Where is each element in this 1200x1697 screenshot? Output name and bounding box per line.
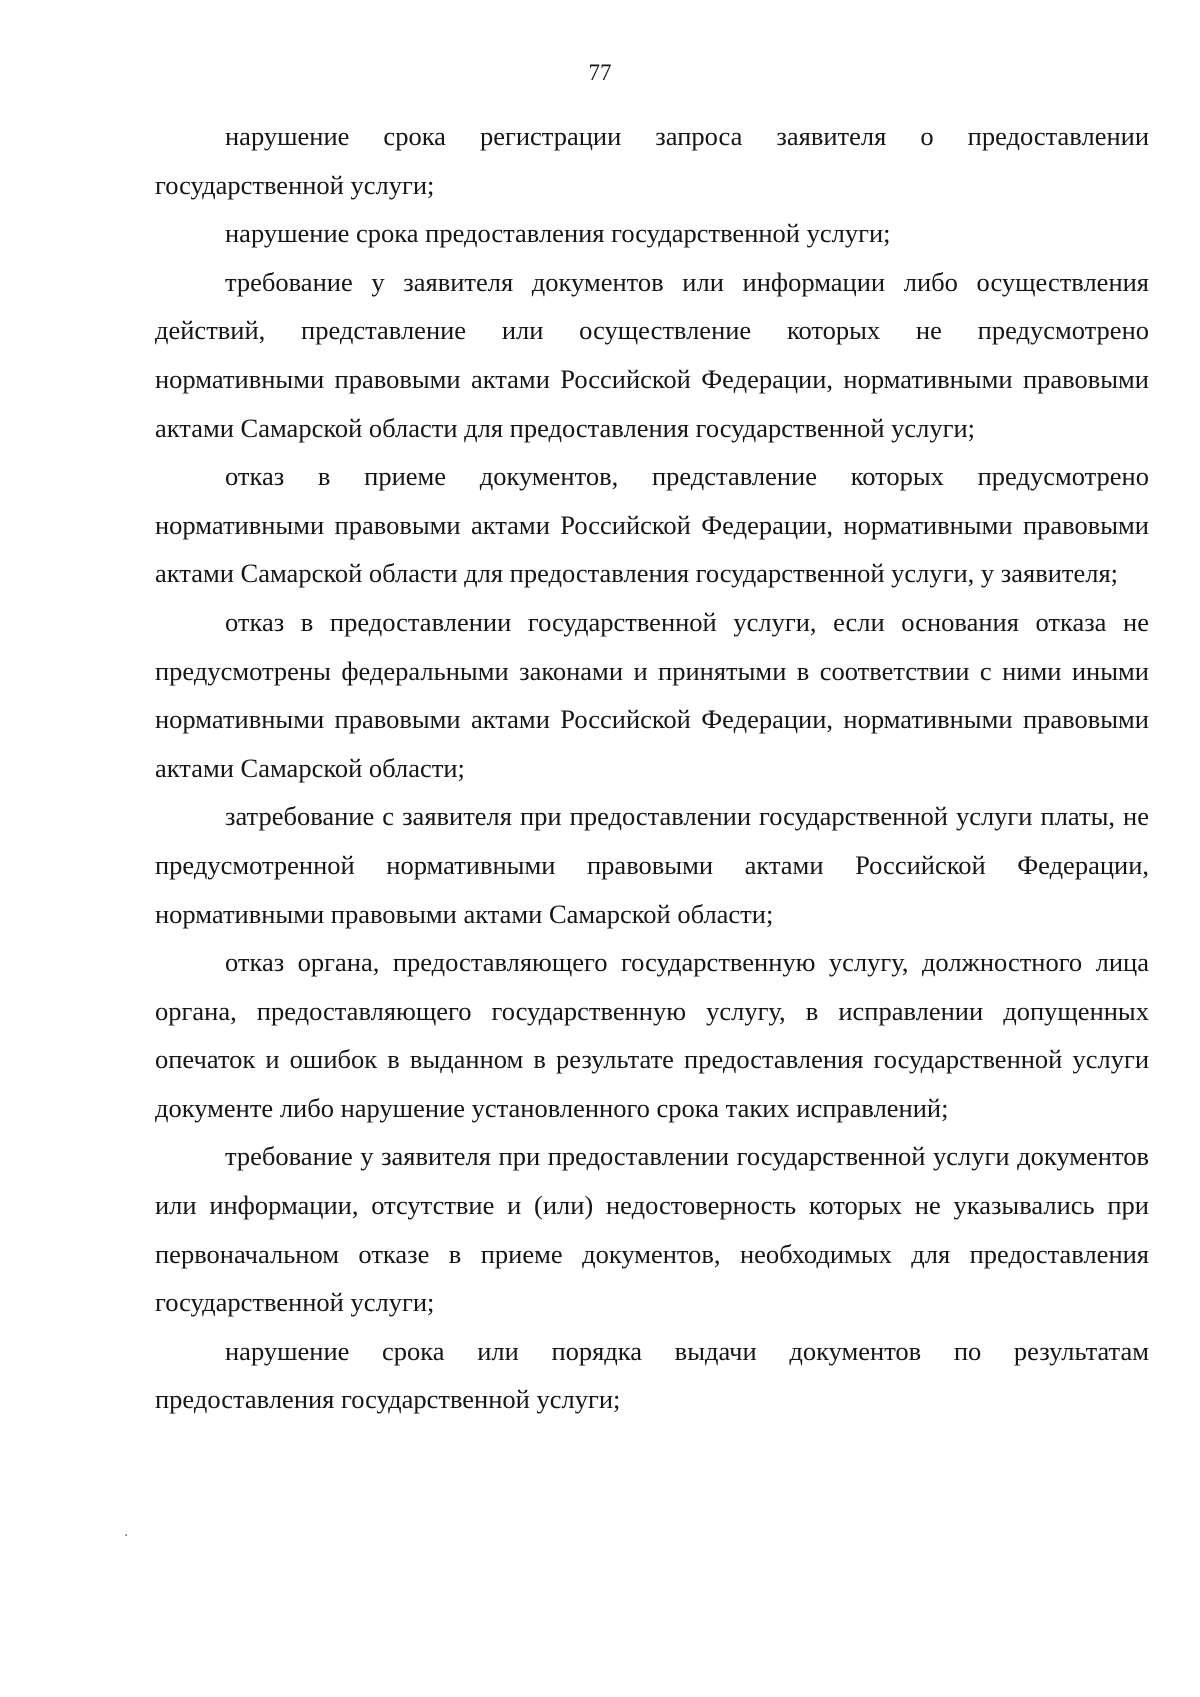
paragraph: затребование с заявителя при предоставлении государственной услуги платы, не предусмотренной нормативными правовыми актами Российской Федерации, нормативными правовыми актами Самарской области; — [155, 801, 1149, 929]
paragraph: нарушение срока регистрации запроса заявителя о предоставлении государственной услуги; — [155, 121, 1149, 200]
paragraph: отказ в предоставлении государственной услуги, если основания отказа не предусмотрены федеральными законами и принятыми в соответствии с ними иными нормативными правовыми актами Российской Федерации, нормативными правовыми актами Самарской области; — [155, 606, 1149, 783]
paragraph: отказ в приеме документов, представление которых предусмотрено нормативными правовыми актами Российской Федерации, нормативными правовыми актами Самарской области для предоставления государственной услуги, у заявителя; — [155, 461, 1149, 589]
paragraph: нарушение срока предоставления государственной услуги; — [225, 218, 891, 249]
document-body — [155, 112, 1149, 1424]
paragraph: требование у заявителя при предоставлении государственной услуги документов или информации, отсутствие и (или) недостоверность которых не указывались при первоначальном отказе в приеме документов, необходимых для предоставления государственной услуги; — [155, 1141, 1149, 1318]
paragraph: требование у заявителя документов или информации либо осуществления действий, представление или осуществление которых не предусмотрено нормативными правовыми актами Российской Федерации, нормативными правовыми актами Самарской области для предоставления государственной услуги; — [155, 266, 1149, 443]
paragraph: отказ органа, предоставляющего государственную услугу, должностного лица органа, предоставляющего государственную услугу, в исправлении допущенных опечаток и ошибок в выданном в результате предоставления государственной услуги документе либо нарушение установленного срока таких исправлений; — [155, 947, 1149, 1123]
page-number: 77 — [588, 60, 612, 85]
scan-speck — [125, 1534, 127, 1536]
paragraph: нарушение срока или порядка выдачи документов по результатам предоставления государственной услуги; — [155, 1335, 1149, 1415]
